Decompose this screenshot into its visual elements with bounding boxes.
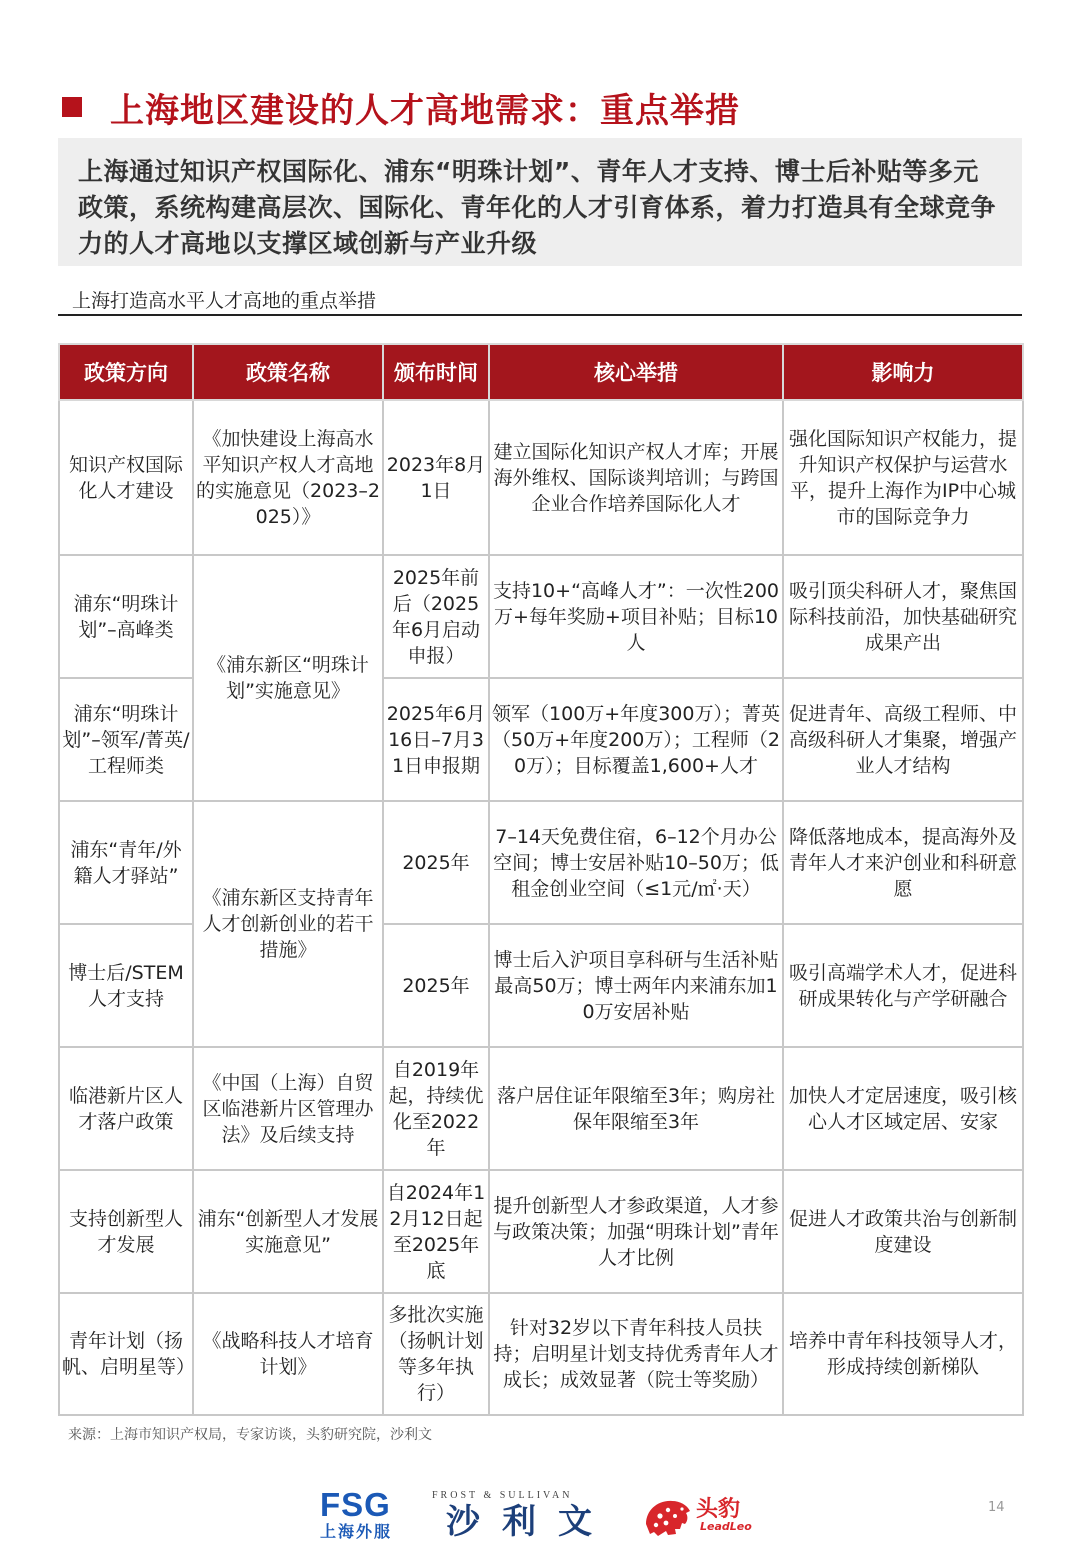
- fsg-logo: [320, 1488, 420, 1544]
- cell-core-measures: 支持10+“高峰人才”：一次性200万+每年奖励+项目补贴；目标10人: [489, 555, 783, 678]
- cell-policy-name: 《浦东新区支持青年人才创新创业的若干措施》: [193, 801, 383, 1047]
- cell-release-date: 2025年: [383, 924, 489, 1047]
- cell-impact: 促进青年、高级工程师、中高级科研人才集聚，增强产业人才结构: [783, 678, 1023, 801]
- header-direction: 政策方向: [59, 344, 193, 400]
- cell-impact: 降低落地成本，提高海外及青年人才来沪创业和科研意愿: [783, 801, 1023, 924]
- cell-direction: 浦东“明珠计划”–领军/菁英/工程师类: [59, 678, 193, 801]
- summary-text: 上海通过知识产权国际化、浦东“明珠计划”、青年人才支持、博士后补贴等多元政策，系统构建高层次、国际化、青年化的人才引育体系，着力打造具有全球竞争力的人才高地以支撑区域创新与产业升级: [78, 157, 997, 258]
- cell-release-date: 自2024年12月12日起至2025年底: [383, 1170, 489, 1293]
- header-policy-name: 政策名称: [193, 344, 383, 400]
- cell-policy-name: 《中国（上海）自贸区临港新片区管理办法》及后续支持: [193, 1047, 383, 1170]
- page-title: 上海地区建设的人才高地需求：重点举措: [110, 90, 740, 131]
- leadleo-logo-cn: 头豹: [696, 1497, 741, 1522]
- header-release-date: 颁布时间: [383, 344, 489, 400]
- leadleo-logo: [642, 1492, 762, 1544]
- cell-release-date: 2023年8月1日: [383, 400, 489, 555]
- frost-sullivan-logo: [432, 1490, 628, 1544]
- cell-impact: 促进人才政策共治与创新制度建设: [783, 1170, 1023, 1293]
- cell-policy-name: 浦东“创新型人才发展实施意见”: [193, 1170, 383, 1293]
- cell-direction: 知识产权国际化人才建设: [59, 400, 193, 555]
- cell-policy-name: 《浦东新区“明珠计划”实施意见》: [193, 555, 383, 801]
- page-title-row: [62, 82, 1022, 132]
- table-title-divider: [58, 314, 1022, 316]
- cell-core-measures: 博士后入沪项目享科研与生活补贴最高50万；博士两年内来浦东加10万安居补贴: [489, 924, 783, 1047]
- cell-direction: 浦东“明珠计划”–高峰类: [59, 555, 193, 678]
- table-row: [59, 1047, 1023, 1170]
- cell-impact: 吸引顶尖科研人才，聚焦国际科技前沿，加快基础研究成果产出: [783, 555, 1023, 678]
- cell-release-date: 2025年6月16日–7月31日申报期: [383, 678, 489, 801]
- table-row: [59, 1170, 1023, 1293]
- cell-release-date: 多批次实施（扬帆计划等多年执行）: [383, 1293, 489, 1415]
- frost-sullivan-logo-en: FROST & SULLIVAN: [432, 1490, 573, 1501]
- leopard-icon: [642, 1494, 694, 1542]
- cell-policy-name: 《战略科技人才培育计划》: [193, 1293, 383, 1415]
- cell-impact: 培养中青年科技领导人才，形成持续创新梯队: [783, 1293, 1023, 1415]
- frost-sullivan-logo-cn: 沙利文: [446, 1502, 614, 1542]
- cell-direction: 临港新片区人才落户政策: [59, 1047, 193, 1170]
- cell-core-measures: 提升创新型人才参政渠道，人才参与政策决策；加强“明珠计划”青年人才比例: [489, 1170, 783, 1293]
- cell-direction: 博士后/STEM人才支持: [59, 924, 193, 1047]
- table-row: [59, 555, 1023, 678]
- header-impact: 影响力: [783, 344, 1023, 400]
- source-note: 来源：上海市知识产权局，专家访谈，头豹研究院，沙利文: [68, 1427, 432, 1443]
- leadleo-logo-en: LeadLeo: [700, 1520, 752, 1533]
- cell-core-measures: 针对32岁以下青年科技人员扶持；启明星计划支持优秀青年人才成长；成效显著（院士等奖励）: [489, 1293, 783, 1415]
- cell-policy-name: 《加快建设上海高水平知识产权人才高地的实施意见（2023–2025）》: [193, 400, 383, 555]
- cell-direction: 浦东“青年/外籍人才驿站”: [59, 801, 193, 924]
- cell-core-measures: 7–14天免费住宿，6–12个月办公空间；博士安居补贴10–50万；低租金创业空间（≤1元/㎡·天）: [489, 801, 783, 924]
- header-core-measures: 核心举措: [489, 344, 783, 400]
- policy-table: [58, 343, 1024, 1416]
- cell-core-measures: 落户居住证年限缩至3年；购房社保年限缩至3年: [489, 1047, 783, 1170]
- cell-impact: 加快人才定居速度，吸引核心人才区域定居、安家: [783, 1047, 1023, 1170]
- cell-direction: 青年计划（扬帆、启明星等）: [59, 1293, 193, 1415]
- fsg-logo-mark: FSG: [320, 1486, 391, 1523]
- table-header-row: [59, 344, 1023, 400]
- cell-release-date: 2025年: [383, 801, 489, 924]
- cell-core-measures: 领军（100万+年度300万）；菁英（50万+年度200万）；工程师（20万）；目标覆盖1,600+人才: [489, 678, 783, 801]
- summary-box: [58, 138, 1022, 266]
- cell-release-date: 自2019年起，持续优化至2022年: [383, 1047, 489, 1170]
- title-bullet-square: [62, 97, 82, 117]
- cell-core-measures: 建立国际化知识产权人才库；开展海外维权、国际谈判培训；与跨国企业合作培养国际化人才: [489, 400, 783, 555]
- page-number: 14: [988, 1500, 1005, 1515]
- table-title: 上海打造高水平人才高地的重点举措: [72, 290, 377, 312]
- cell-release-date: 2025年前后（2025年6月启动申报）: [383, 555, 489, 678]
- fsg-logo-cn: 上海外服: [320, 1522, 393, 1541]
- cell-impact: 吸引高端学术人才，促进科研成果转化与产学研融合: [783, 924, 1023, 1047]
- cell-impact: 强化国际知识产权能力，提升知识产权保护与运营水平，提升上海作为IP中心城市的国际竞争力: [783, 400, 1023, 555]
- table-row: [59, 400, 1023, 555]
- cell-direction: 支持创新型人才发展: [59, 1170, 193, 1293]
- table-row: [59, 801, 1023, 924]
- table-row: [59, 1293, 1023, 1415]
